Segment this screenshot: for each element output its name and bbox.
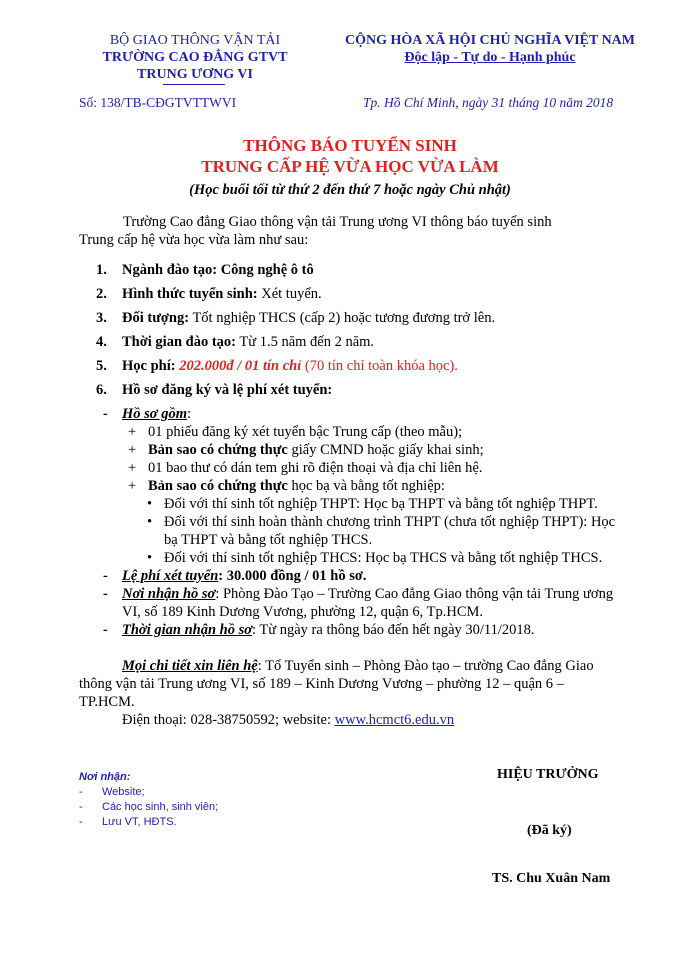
contact-line3: TP.HCM.: [79, 694, 135, 710]
item-6: 6. Hồ sơ đăng ký và lệ phí xét tuyển:: [96, 382, 333, 398]
header-left-divider: [163, 84, 225, 85]
signature-name: TS. Chu Xuân Nam: [492, 871, 611, 886]
intro-line2: Trung cấp hệ vừa học vừa làm như sau:: [79, 232, 309, 248]
item-1: 1. Ngành đào tạo: Công nghệ ô tô: [96, 262, 314, 278]
document-subtitle: (Học buổi tối từ thứ 2 đến thứ 7 hoặc ngày Chủ nhật): [189, 182, 511, 198]
item-5: 5. Học phí: 202.000đ / 01 tín chỉ (70 tín chỉ toàn khóa học).: [96, 358, 458, 374]
dossier-heading: - Hồ sơ gồm:: [103, 406, 192, 422]
intro-line1: Trường Cao đẳng Giao thông vận tải Trung ương VI thông báo tuyển sinh: [123, 214, 552, 230]
item-3: 3. Đối tượng: Tốt nghiệp THCS (cấp 2) hoặc tương đương trở lên.: [96, 310, 496, 326]
time-line: - Thời gian nhận hồ sơ: Từ ngày ra thông báo đến hết ngày 30/11/2018.: [103, 622, 535, 638]
dossier-bullet-1: • Đối với thí sinh tốt nghiệp THPT: Học bạ THPT và bằng tốt nghiệp THPT.: [147, 496, 598, 512]
contact-phone-line: Điện thoại: 028-38750592; website: www.hcmct6.edu.vn: [122, 712, 455, 728]
contact-line2: thông vận tải Trung ương VI, số 189 – Kinh Dương Vương – phường 12 – quận 6 –: [79, 676, 564, 692]
dossier-plus-1: + 01 phiếu đăng ký xét tuyển bậc Trung cấp (theo mẫu);: [128, 424, 463, 440]
header-left: [60, 32, 330, 83]
document-number: Số: 138/TB-CĐGTVTTWVI: [79, 95, 237, 110]
place-line: - Nơi nhận hồ sơ: Phòng Đào Tạo – Trường Cao đẳng Giao thông vận tải Trung ương: [103, 586, 614, 602]
item-2: 2. Hình thức tuyển sinh: Xét tuyển.: [96, 286, 322, 302]
school-name-line1: TRƯỜNG CAO ĐẲNG GTVT: [102, 50, 288, 65]
country-name: CỘNG HÒA XÃ HỘI CHỦ NGHĨA VIỆT NAM: [344, 33, 635, 48]
ministry-name: BỘ GIAO THÔNG VẬN TẢI: [109, 33, 281, 48]
dossier-plus-3: + 01 bao thư có dán tem ghi rõ điện thoại và địa chỉ liên hệ.: [128, 460, 483, 476]
header-right: [320, 32, 660, 66]
dossier-bullet-3: • Đối với thí sinh tốt nghiệp THCS: Học bạ THCS và bằng tốt nghiệp THCS.: [147, 550, 603, 566]
tuition-fee: 202.000đ / 01 tín chỉ: [179, 358, 302, 374]
recipients-label: Nơi nhận:: [79, 771, 131, 783]
school-name-line2: TRUNG ƯƠNG VI: [137, 67, 253, 82]
dossier-plus-4: + Bản sao có chứng thực học bạ và bằng tốt nghiệp:: [128, 478, 445, 494]
website-link[interactable]: www.hcmct6.edu.vn: [334, 712, 455, 728]
dossier-bullet-2-cont: bạ THPT và bằng tốt nghiệp THCS.: [164, 532, 373, 548]
dossier-bullet-2: • Đối với thí sinh hoàn thành chương trình THPT (chưa tốt nghiệp THPT): Học: [147, 514, 616, 530]
title-line2: TRUNG CẤP HỆ VỪA HỌC VỪA LÀM: [201, 157, 499, 176]
place-date: Tp. Hồ Chí Minh, ngày 31 tháng 10 năm 2018: [363, 95, 614, 110]
recipient-item: - Các học sinh, sinh viên;: [79, 801, 219, 813]
national-motto: Độc lập - Tự do - Hạnh phúc: [404, 50, 576, 65]
title-line1: THÔNG BÁO TUYỂN SINH: [243, 136, 457, 155]
document-title: [0, 135, 700, 177]
item-4: 4. Thời gian đào tạo: Từ 1.5 năm đến 2 năm.: [96, 334, 375, 350]
recipient-item: - Website;: [79, 786, 145, 798]
contact-line1: Mọi chi tiết xin liên hệ: Tổ Tuyển sinh – Phòng Đào tạo – trường Cao đẳng Giao: [122, 658, 594, 674]
recipient-item: - Lưu VT, HĐTS.: [79, 816, 177, 828]
place-line-cont: VI, số 189 Kinh Dương Vương, phường 12, quận 6, Tp.HCM.: [122, 604, 484, 620]
dossier-plus-2: + Bản sao có chứng thực giấy CMND hoặc giấy khai sinh;: [128, 442, 484, 458]
fee-line: - Lệ phí xét tuyển: 30.000 đồng / 01 hồ sơ.: [103, 568, 367, 584]
recipients: [79, 770, 218, 830]
signature-title: HIỆU TRƯỞNG: [497, 767, 599, 782]
signature-signed: (Đã ký): [527, 823, 572, 838]
